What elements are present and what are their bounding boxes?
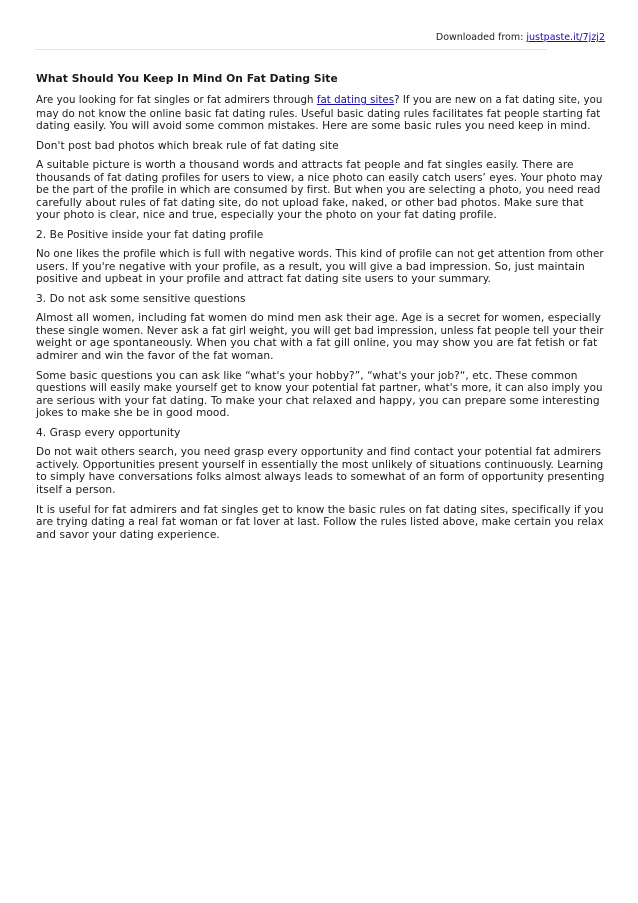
intro-paragraph [36,95,604,133]
section-2-line: users. If you're negative with your profile, as a result, you will give a bad impression. So, just maintain [36,260,585,273]
section-2-paragraph [36,248,604,286]
article [36,72,604,549]
source-label: Downloaded from: [435,32,527,43]
intro-line-1 [36,95,604,108]
section-1-line: A suitable picture is worth a thousand words and attracts fat people and fat singles easily. There are [36,159,574,171]
intro-text-before-link: Are you looking for fat singles or fat admirers through [36,95,317,106]
section-1-line: be the part of the profile in which are consumed by first. But when you are selecting a photo, you need read [36,184,601,196]
section-1-paragraph [36,159,604,222]
intro-line-3: dating easily. You will avoid some common mistakes. Here are some basic rules you need keep in mind. [36,120,591,132]
conclusion-line: are trying dating a real fat woman or fat lover at last. Follow the rules listed above, make certain you relax [36,516,604,528]
section-3-paragraph-2 [36,370,604,420]
section-4-line: to simply have conversations folks almost always leads to somewhat of an form of opportunity presenting [36,471,605,483]
article-title: What Should You Keep In Mind On Fat Dating Site [36,72,338,85]
section-1-line: carefully about rules of fat dating site, do not upload fake, naked, or other bad photos. Make sure that [36,196,584,209]
section-4-heading: 4. Grasp every opportunity [36,427,181,439]
section-4-line: Do not wait others search, you need grasp every opportunity and find contact your potential fat admirers [36,446,602,458]
conclusion-paragraph [36,504,604,542]
section-2-line: No one likes the profile which is full with negative words. This kind of profile can not get attention from other [36,248,604,260]
section-3-paragraph-1 [36,312,604,362]
section-3-line: weight or age spontaneously. When you chat with a fat gill online, you may show you are fat fetish or fat [36,337,598,349]
section-2-heading: 2. Be Positive inside your fat dating profile [36,229,264,241]
section-3-line: admirer and win the favor of the fat woman. [36,349,274,362]
section-3-line: Some basic questions you can ask like “what's your hobby?”, “what's your job?“, etc. These common [36,369,578,382]
conclusion-line: It is useful for fat admirers and fat singles get to know the basic rules on fat dating sites, specifically if you [36,503,604,516]
source-header [0,32,605,44]
section-3-heading: 3. Do not ask some sensitive questions [36,293,246,305]
section-4-line: itself a person. [36,483,116,496]
section-3-line: jokes to make she be in good mood. [36,407,230,419]
section-1-line: your photo is clear, nice and true, especially your the photo on your fat dating profile. [36,209,497,221]
intro-text-after-link: ? If you are new on a fat dating site, you [394,95,603,106]
section-1-line: thousands of fat dating profiles for users to view, a nice photo can easily catch users’ eyes. Your photo may [36,171,603,184]
section-1-heading: Don't post bad photos which break rule of fat dating site [36,140,339,152]
section-3-line: are serious with your fat dating. To make your chat relaxed and happy, you can prepare some interesting [36,394,600,407]
section-3-line: Almost all women, including fat women do mind men ask their age. Age is a secret for women, especially [36,312,601,324]
header-divider [35,49,547,50]
fat-dating-sites-link[interactable]: fat dating sites [316,95,395,106]
intro-line-2: may do not know the online basic fat dating rules. Useful basic dating rules facilitates fat people starting fat [36,107,601,120]
section-3-line: these single women. Never ask a fat girl weight, you will get bad impression, unless fat people tell your their [36,324,604,337]
section-4-paragraph [36,446,604,496]
section-4-line: actively. Opportunities present yourself in essentially the most unlikely of situations continuously. Learning [36,458,604,471]
section-3-line: questions will easily make yourself get to know your potential fat partner, what's more, it can also imply you [36,382,603,394]
conclusion-line: and savor your dating experience. [36,528,220,541]
section-2-line: positive and upbeat in your profile and attract fat dating site users to your summary. [36,273,491,285]
source-link[interactable]: justpaste.it/7jzj2 [526,32,605,43]
